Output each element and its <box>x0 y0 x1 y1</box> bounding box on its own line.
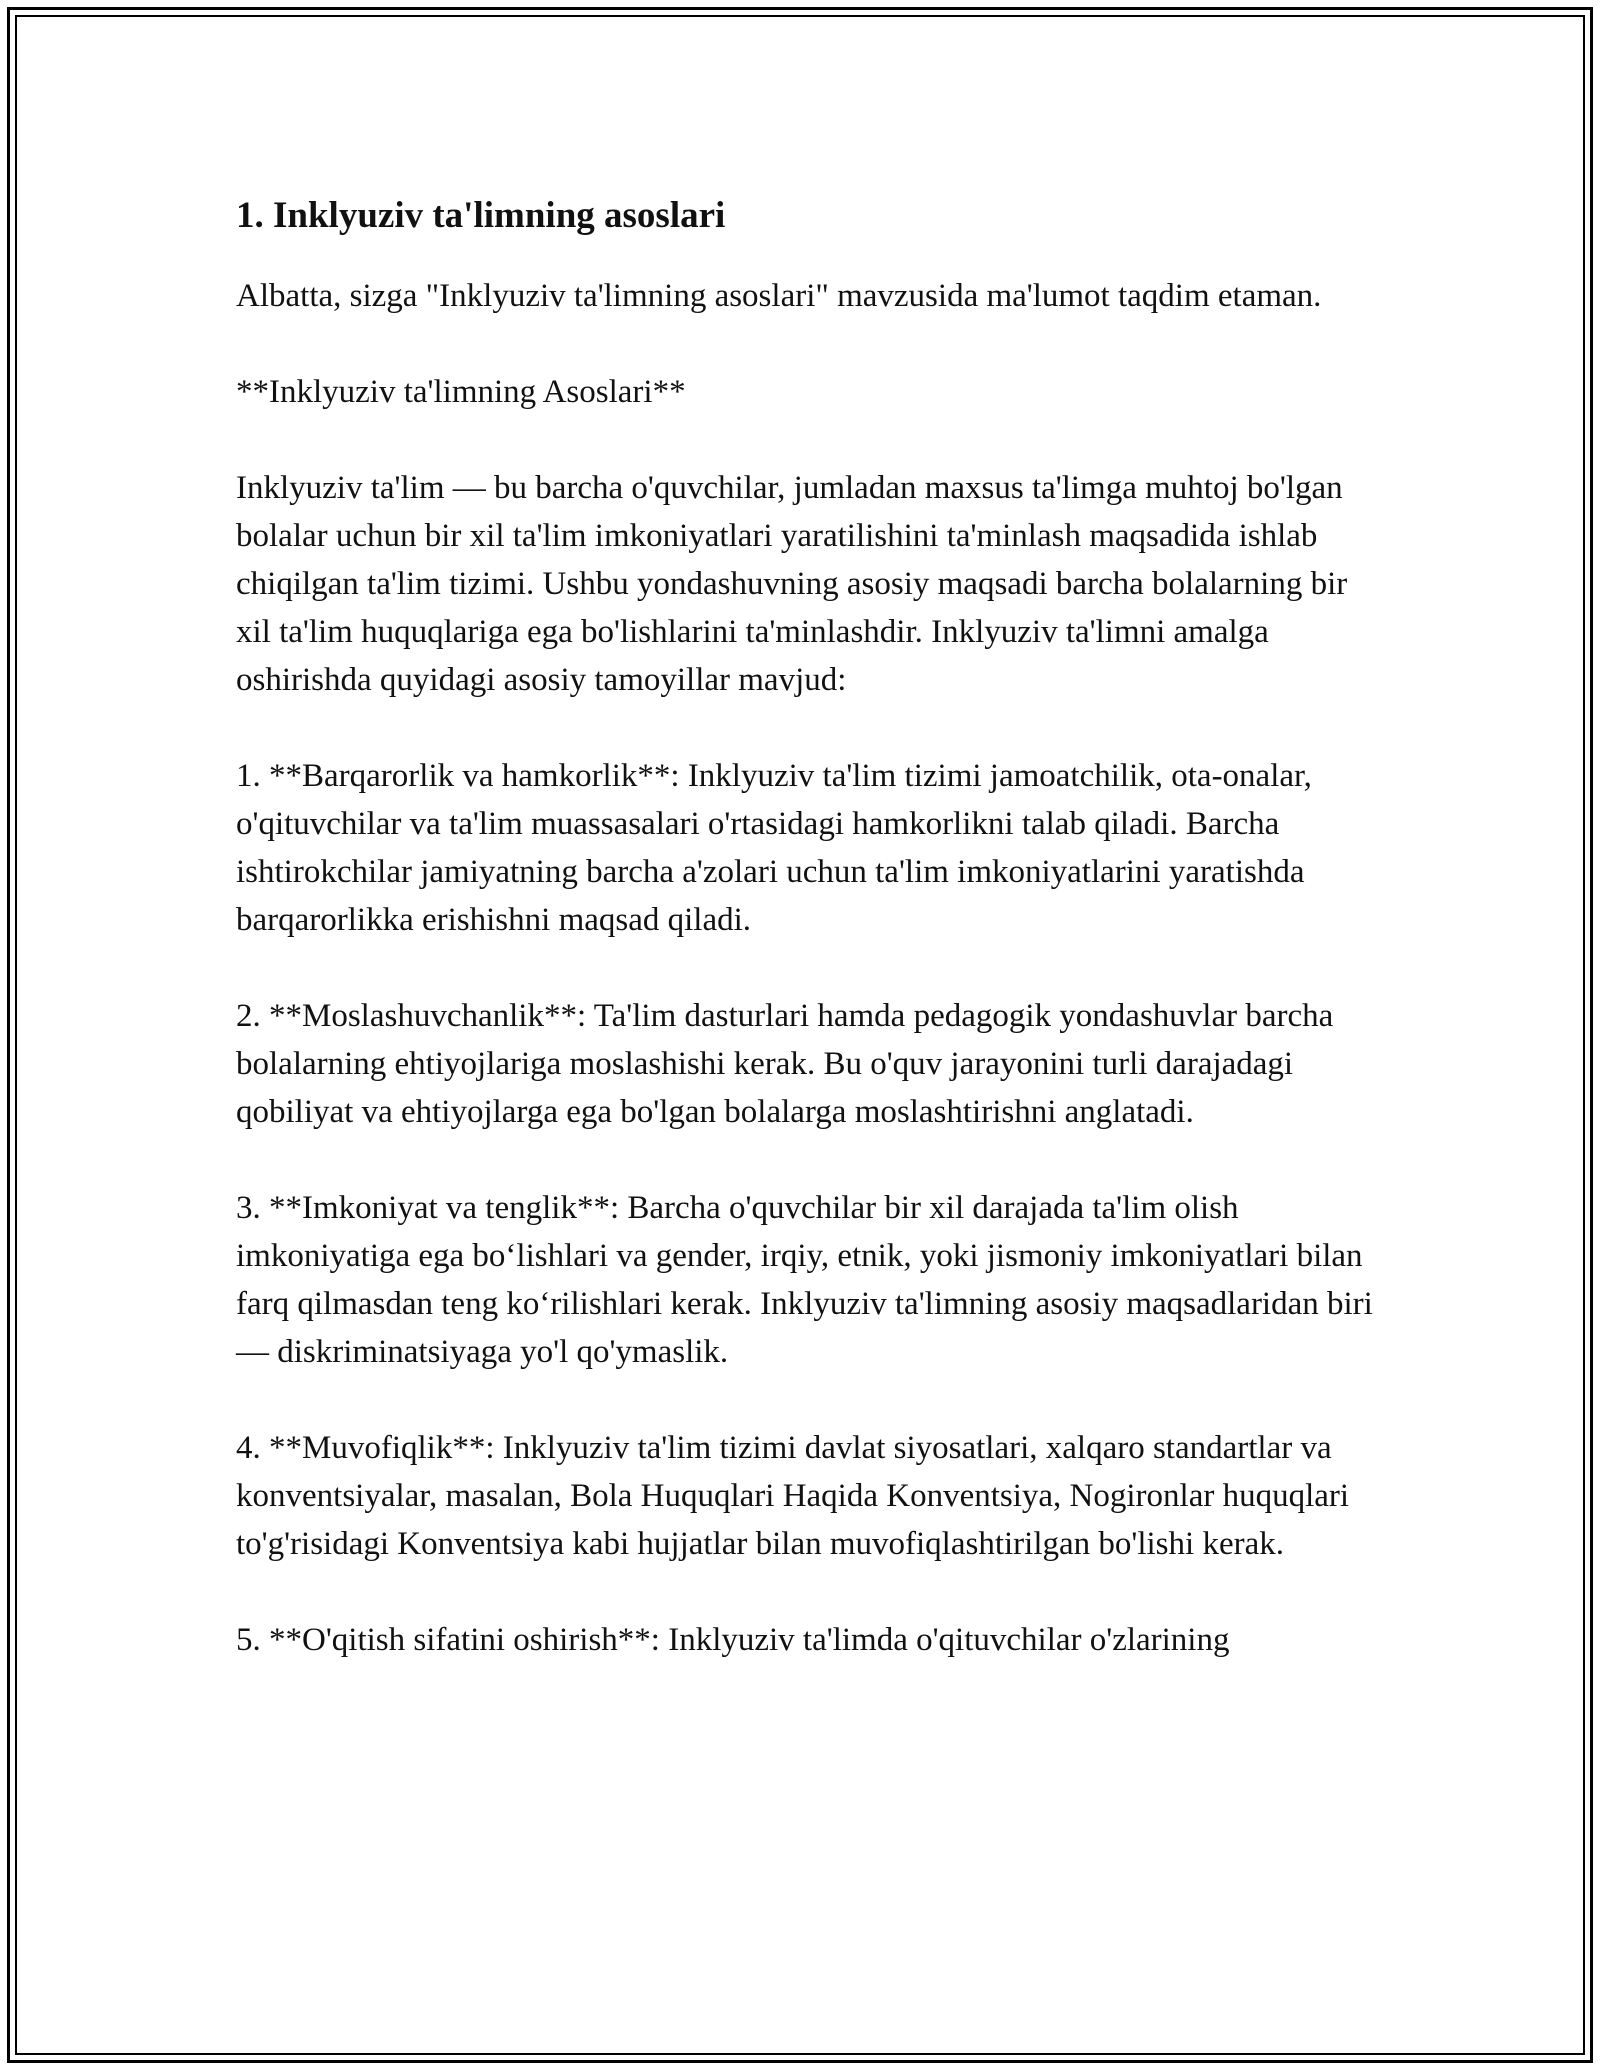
definition-paragraph: Inklyuziv ta'lim — bu barcha o'quvchilar, jumladan maxsus ta'limga muhtoj bo'lgan bolalar uchun bir xil ta'lim imkoniyatlari yaratilishini ta'minlash maqsadida ishlab chiqilgan ta'lim tizimi. Ushbu yondashuvning asosiy maqsadi barcha bolalarning bir xil ta'lim huquqlariga ega bo'lishlarini ta'minlashdir. Inklyuziv ta'limni amalga oshirishda quyidagi asosiy tamoyillar mavjud: <box>236 470 1348 698</box>
principle-5-paragraph: 5. **O'qitish sifatini oshirish**: Inklyuziv ta'limda o'qituvchilar o'zlarining <box>236 1622 1230 1658</box>
principle-4-paragraph: 4. **Muvofiqlik**: Inklyuziv ta'lim tizimi davlat siyosatlari, xalqaro standartlar va konventsiyalar, masalan, Bola Huquqlari Haqida Konventsiya, Nogironlar huquqlari to'g'risidagi Konventsiya kabi hujjatlar bilan muvofiqlashtirilgan bo'lishi kerak. <box>236 1430 1350 1562</box>
principle-2-paragraph: 2. **Moslashuvchanlik**: Ta'lim dasturlari hamda pedagogik yondashuvlar barcha bolalarning ehtiyojlariga moslashishi kerak. Bu o'quv jarayonini turli darajadagi qobiliyat va ehtiyojlarga ega bo'lgan bolalarga moslashtirishni anglatadi. <box>236 998 1334 1130</box>
principle-3-paragraph: 3. **Imkoniyat va tenglik**: Barcha o'quvchilar bir xil darajada ta'lim olish imkoniyatiga ega boʻlishlari va gender, irqiy, etnik, yoki jismoniy imkoniyatlari bilan farq qilmasdan teng koʻrilishlari kerak. Inklyuziv ta'limning asosiy maqsadlaridan biri — diskriminatsiyaga yo'l qo'ymaslik. <box>236 1190 1373 1370</box>
principle-1-paragraph: 1. **Barqarorlik va hamkorlik**: Inklyuziv ta'lim tizimi jamoatchilik, ota-onalar, o'qituvchilar va ta'lim muassasalari o'rtasidagi hamkorlikni talab qiladi. Barcha ishtirokchilar jamiyatning barcha a'zolari uchun ta'lim imkoniyatlarini yaratishda barqarorlikka erishishni maqsad qiladi. <box>236 758 1312 938</box>
intro-paragraph: Albatta, sizga "Inklyuziv ta'limning asoslari" mavzusida ma'lumot taqdim etaman. <box>236 278 1322 314</box>
subtitle-paragraph: **Inklyuziv ta'limning Asoslari** <box>236 374 686 410</box>
section-heading: 1. Inklyuziv ta'limning asoslari <box>236 195 726 236</box>
document-body <box>236 186 1376 1712</box>
